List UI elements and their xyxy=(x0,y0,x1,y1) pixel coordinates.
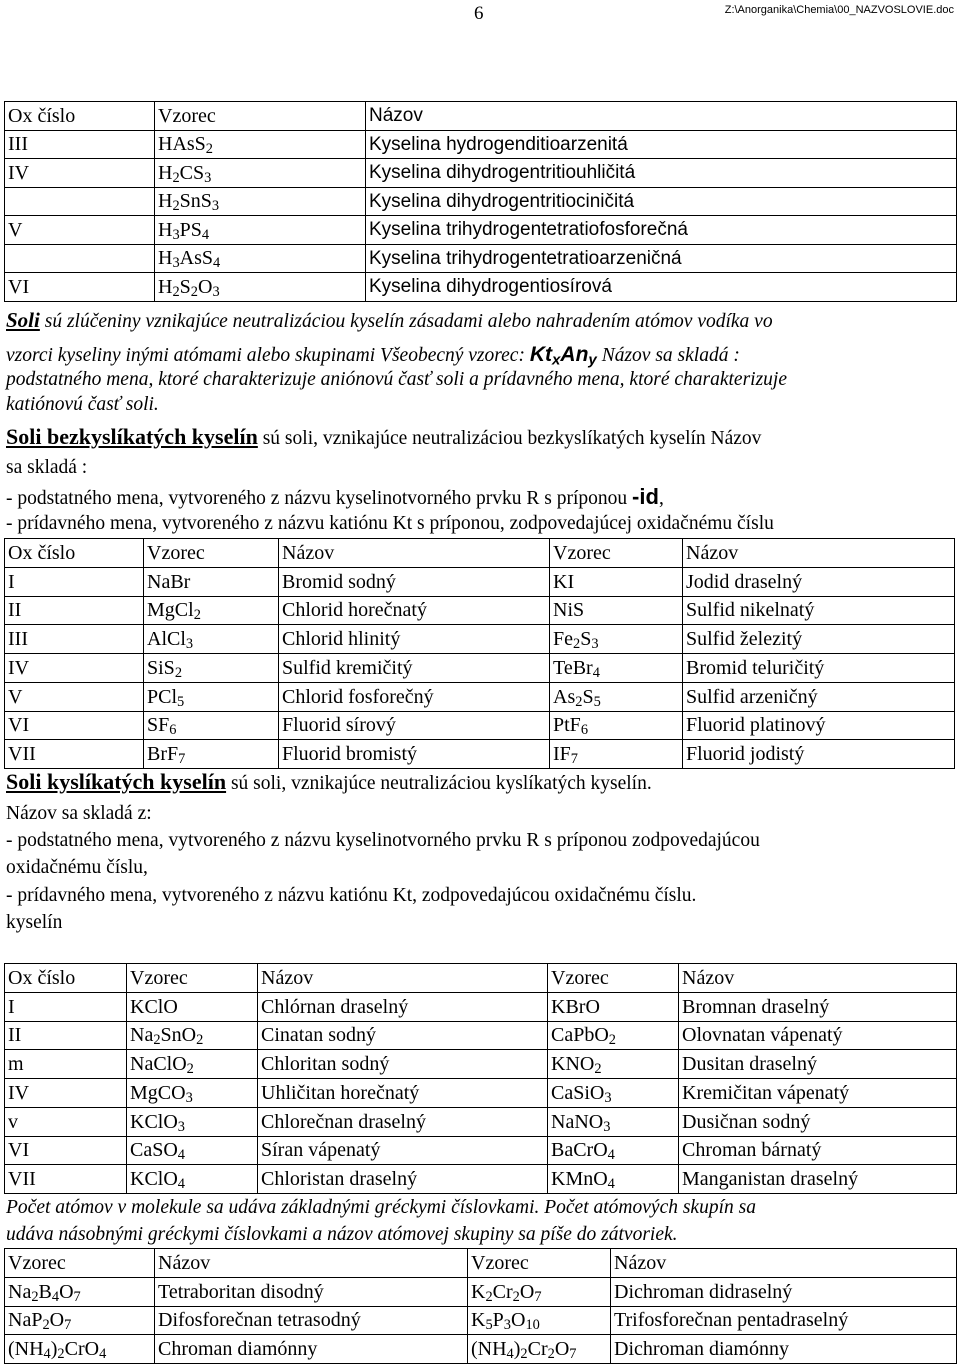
table-cell: $H_3PS_4$ xyxy=(155,216,366,245)
table-cell: $SF_6$ xyxy=(144,711,279,740)
table-cell: Chlorid fosforečný xyxy=(279,682,550,711)
table-header-row xyxy=(5,102,957,131)
column-header: Názov xyxy=(155,1249,468,1278)
table-cell: m xyxy=(5,1050,127,1079)
table-cell xyxy=(5,187,155,216)
column-header: Vzorec xyxy=(468,1249,611,1278)
table-cell: Trifosforečnan pentadraselný xyxy=(611,1306,957,1335)
table-cell: Jodid draselný xyxy=(683,567,955,596)
table-cell: $(NH_4)_2Cr_2O_7$ xyxy=(468,1335,611,1364)
table-cell: Dusitan draselný xyxy=(679,1050,957,1079)
binary-salts-heading: Soli bezkyslíkatých kyselín xyxy=(6,424,258,449)
binary-bullet-2: - prídavného mena, vytvoreného z názvu katiónu Kt s príponou, zodpovedajúcej oxidačnému číslu xyxy=(6,513,774,534)
salts-definition-line-1 xyxy=(6,310,773,332)
salts-definition-text: sú zlúčeniny vznikajúce neutralizáciou kyselín zásadami alebo nahradením atómov vodíka vo xyxy=(39,311,773,332)
count-note-line-1: Počet atómov v molekule sa udáva základnými gréckymi číslovkami. Počet atómových skupín sa xyxy=(6,1197,756,1218)
table-cell: Chroman diamónny xyxy=(155,1335,468,1364)
table-row xyxy=(5,273,957,302)
table-row xyxy=(5,187,957,216)
table-cell: HAsS$_2$ xyxy=(155,130,366,159)
table-cell: I xyxy=(5,567,144,596)
oxo-bullet-1-continued: oxidačnému číslu, xyxy=(6,857,148,878)
table-cell: KI xyxy=(550,567,683,596)
table-cell: Chlorid hlinitý xyxy=(279,625,550,654)
salts-definition-line-2 xyxy=(6,343,740,369)
table-cell: NiS xyxy=(550,596,683,625)
table-cell: v xyxy=(5,1107,127,1136)
table-cell xyxy=(5,244,155,273)
table-cell: Kyselina trihydrogentetratioarzeničná xyxy=(366,244,957,273)
table-row xyxy=(5,625,955,654)
table-row xyxy=(5,1079,957,1108)
binary-bullet-1-text: - podstatného mena, vytvoreného z názvu kyselinotvorného prvku R s príponou xyxy=(6,488,633,509)
binary-salts-table xyxy=(4,538,955,769)
table-cell: Olovnatan vápenatý xyxy=(679,1021,957,1050)
oxo-salts-heading: Soli kyslíkatých kyselín xyxy=(6,769,227,794)
binary-bullet-1 xyxy=(6,486,664,509)
salts-term: Soli xyxy=(6,308,40,332)
table-cell: AlCl$_3$ xyxy=(144,625,279,654)
oxo-bullet-2: - prídavného mena, vytvoreného z názvu katiónu Kt, zodpovedajúcou oxidačnému číslu. xyxy=(6,885,697,906)
table-cell: NaNO$_3$ xyxy=(548,1107,679,1136)
table-cell: Chlorečnan draselný xyxy=(258,1107,548,1136)
table-header-row xyxy=(5,1249,957,1278)
table-cell: Chlórnan draselný xyxy=(258,992,548,1021)
table-cell: IV xyxy=(5,1079,127,1108)
table-cell: Kremičitan vápenatý xyxy=(679,1079,957,1108)
table-cell: Cinatan sodný xyxy=(258,1021,548,1050)
salts-definition-tail: Názov sa skladá : xyxy=(596,345,740,366)
table-cell: PCl$_5$ xyxy=(144,682,279,711)
table-cell: Dichroman diamónny xyxy=(611,1335,957,1364)
table-row xyxy=(5,1165,957,1194)
general-formula: $Kt_xAn_y$ xyxy=(529,343,597,369)
table-cell: II xyxy=(5,596,144,625)
table-cell: Chroman bárnatý xyxy=(679,1136,957,1165)
table-cell: Sulfid železitý xyxy=(683,625,955,654)
page-number: 6 xyxy=(474,3,484,24)
table-cell: $Fe_2S_3$ xyxy=(550,625,683,654)
column-header: Ox číslo xyxy=(5,102,155,131)
table-cell: KClO xyxy=(127,992,258,1021)
salts-definition-line-4: katiónovú časť soli. xyxy=(6,394,159,415)
column-header: Vzorec xyxy=(155,102,366,131)
table-cell: CaPbO$_2$ xyxy=(548,1021,679,1050)
thioacid-table xyxy=(4,101,957,302)
table-row xyxy=(5,1306,957,1335)
table-row xyxy=(5,596,955,625)
table-cell: Bromnan draselný xyxy=(679,992,957,1021)
oxo-salts-description: sú soli, vznikajúce neutralizáciou kyslíkatých kyselín. xyxy=(226,773,652,794)
table-cell: $H_2S_2O_3$ xyxy=(155,273,366,302)
table-cell: Dusičnan sodný xyxy=(679,1107,957,1136)
table-cell: MgCl$_2$ xyxy=(144,596,279,625)
table-cell: Chlorid horečnatý xyxy=(279,596,550,625)
salts-definition-line-3: podstatného mena, ktoré charakterizuje aniónovú časť soli a prídavného mena, ktoré charakterizuje xyxy=(6,369,787,390)
oxo-bullet-1: - podstatného mena, vytvoreného z názvu kyselinotvorného prvku R s príponou zodpovedajúcou xyxy=(6,830,760,851)
table-cell: Dichroman didraselný xyxy=(611,1277,957,1306)
table-cell: $H_2SnS_3$ xyxy=(155,187,366,216)
table-cell: VII xyxy=(5,1165,127,1194)
table-cell: PtF$_6$ xyxy=(550,711,683,740)
table-cell: Chloristan draselný xyxy=(258,1165,548,1194)
table-cell: VII xyxy=(5,740,144,769)
column-header: Názov xyxy=(279,539,550,568)
table-cell: III xyxy=(5,130,155,159)
table-row xyxy=(5,130,957,159)
salts-definition-text-2: vzorci kyseliny inými atómami alebo skupinami Všeobecný vzorec: xyxy=(6,345,530,366)
oxo-salts-table xyxy=(4,963,957,1194)
binary-salts-line-2: sa skladá : xyxy=(6,457,88,478)
table-cell: Kyselina trihydrogentetratiofosforečná xyxy=(366,216,957,245)
table-row xyxy=(5,711,955,740)
column-header: Vzorec xyxy=(144,539,279,568)
column-header: Názov xyxy=(366,102,957,131)
table-cell: VI xyxy=(5,711,144,740)
table-row xyxy=(5,1050,957,1079)
table-row xyxy=(5,216,957,245)
id-suffix: -id xyxy=(632,484,659,509)
table-cell: TeBr$_4$ xyxy=(550,654,683,683)
table-cell: $H_2CS_3$ xyxy=(155,159,366,188)
table-row xyxy=(5,682,955,711)
count-note-line-2: udáva násobnými gréckymi číslovkami a názov atómovej skupiny sa píše do zátvoriek. xyxy=(6,1224,678,1245)
table-cell: CaSiO$_3$ xyxy=(548,1079,679,1108)
table-cell: VI xyxy=(5,1136,127,1165)
table-cell: NaBr xyxy=(144,567,279,596)
table-cell: Chloritan sodný xyxy=(258,1050,548,1079)
table-cell: $H_3AsS_4$ xyxy=(155,244,366,273)
table-cell: Fluorid platinový xyxy=(683,711,955,740)
table-cell: SiS$_2$ xyxy=(144,654,279,683)
stray-word: kyselín xyxy=(6,912,63,933)
table-cell: KBrO xyxy=(548,992,679,1021)
column-header: Vzorec xyxy=(548,964,679,993)
table-header-row xyxy=(5,964,957,993)
table-row xyxy=(5,244,957,273)
table-cell: Tetraboritan disodný xyxy=(155,1277,468,1306)
table-header-row xyxy=(5,539,955,568)
table-cell: $IF_7$ xyxy=(550,740,683,769)
column-header: Ox číslo xyxy=(5,964,127,993)
table-cell: III xyxy=(5,625,144,654)
oxo-salts-line-2: Názov sa skladá z: xyxy=(6,803,152,824)
table-cell: $KNO_2$ xyxy=(548,1050,679,1079)
table-cell: IV xyxy=(5,159,155,188)
table-cell: NaClO$_2$ xyxy=(127,1050,258,1079)
polyatomic-salts-table xyxy=(4,1248,957,1364)
table-cell: Bromid sodný xyxy=(279,567,550,596)
column-header: Vzorec xyxy=(127,964,258,993)
table-row xyxy=(5,159,957,188)
column-header: Vzorec xyxy=(5,1249,155,1278)
table-cell: BrF$_7$ xyxy=(144,740,279,769)
table-row xyxy=(5,654,955,683)
table-cell: Bromid teluričitý xyxy=(683,654,955,683)
column-header: Názov xyxy=(679,964,957,993)
column-header: Ox číslo xyxy=(5,539,144,568)
table-cell: Fluorid sírový xyxy=(279,711,550,740)
table-cell: $K_5P_3O_{10}$ xyxy=(468,1306,611,1335)
table-cell: Kyselina hydrogenditioarzenitá xyxy=(366,130,957,159)
column-header: Vzorec xyxy=(550,539,683,568)
table-cell: Manganistan draselný xyxy=(679,1165,957,1194)
table-row xyxy=(5,1021,957,1050)
table-cell: KMnO$_4$ xyxy=(548,1165,679,1194)
table-cell: IV xyxy=(5,654,144,683)
binary-salts-description: sú soli, vznikajúce neutralizáciou bezkyslíkatých kyselín Názov xyxy=(257,428,762,449)
table-cell: Sulfid kremičitý xyxy=(279,654,550,683)
column-header: Názov xyxy=(258,964,548,993)
table-cell: BaCrO$_4$ xyxy=(548,1136,679,1165)
table-cell: KClO$_3$ xyxy=(127,1107,258,1136)
table-cell: II xyxy=(5,1021,127,1050)
column-header: Názov xyxy=(611,1249,957,1278)
oxo-salts-heading-line xyxy=(6,771,652,794)
table-cell: KClO$_4$ xyxy=(127,1165,258,1194)
table-cell: Fluorid jodistý xyxy=(683,740,955,769)
table-cell: Sulfid arzeničný xyxy=(683,682,955,711)
table-cell: $Na_2B_4O_7$ xyxy=(5,1277,155,1306)
table-row xyxy=(5,1107,957,1136)
table-cell: Uhličitan horečnatý xyxy=(258,1079,548,1108)
table-cell: Kyselina dihydrogentritiouhličitá xyxy=(366,159,957,188)
table-cell: $K_2Cr_2O_7$ xyxy=(468,1277,611,1306)
table-cell: $(NH_4)_2CrO_4$ xyxy=(5,1335,155,1364)
table-cell: Sulfid nikelnatý xyxy=(683,596,955,625)
table-cell: Kyselina dihydrogentritiociničitá xyxy=(366,187,957,216)
table-row xyxy=(5,740,955,769)
table-cell: V xyxy=(5,216,155,245)
table-row xyxy=(5,1277,957,1306)
table-row xyxy=(5,1335,957,1364)
binary-salts-heading-line xyxy=(6,426,761,449)
table-cell: V xyxy=(5,682,144,711)
table-cell: I xyxy=(5,992,127,1021)
binary-bullet-1-end: , xyxy=(658,488,664,509)
table-cell: CaSO$_4$ xyxy=(127,1136,258,1165)
table-cell: Kyselina dihydrogentiosírová xyxy=(366,273,957,302)
table-cell: $NaP_2O_7$ xyxy=(5,1306,155,1335)
table-cell: Síran vápenatý xyxy=(258,1136,548,1165)
table-cell: $Na_2SnO_2$ xyxy=(127,1021,258,1050)
table-cell: Difosforečnan tetrasodný xyxy=(155,1306,468,1335)
table-cell: $As_2S_5$ xyxy=(550,682,683,711)
document-path: Z:\Anorganika\Chemia\00_NAZVOSLOVIE.doc xyxy=(724,4,954,16)
table-cell: MgCO$_3$ xyxy=(127,1079,258,1108)
table-row xyxy=(5,992,957,1021)
table-cell: VI xyxy=(5,273,155,302)
table-row xyxy=(5,567,955,596)
column-header: Názov xyxy=(683,539,955,568)
table-row xyxy=(5,1136,957,1165)
table-cell: Fluorid bromistý xyxy=(279,740,550,769)
